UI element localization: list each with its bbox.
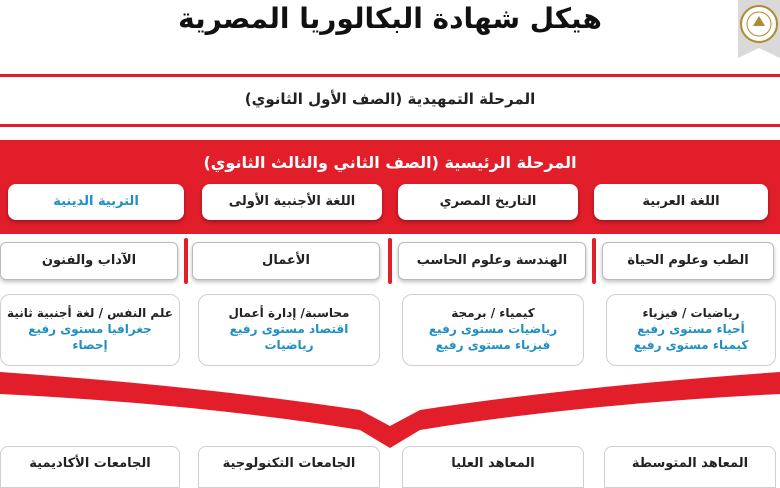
ministry-seal-icon	[730, 0, 780, 58]
core-subject-history: التاريخ المصري	[398, 184, 578, 220]
track-subjects-line: رياضيات مستوى رفيع	[428, 322, 558, 336]
funnel-arrow	[0, 364, 780, 448]
core-subject-foreign-language: اللغة الأجنبية الأولى	[202, 184, 382, 220]
page-title: هيكل شهادة البكالوريا المصرية	[178, 2, 602, 35]
destination-box: المعاهد العليا	[402, 446, 584, 488]
track-subjects-line: كيمياء مستوى رفيع	[633, 338, 749, 352]
track-subjects-box	[606, 294, 776, 366]
track-subjects-line: محاسبة/ إدارة أعمال	[228, 306, 350, 320]
track-separator	[184, 238, 188, 284]
track-subjects-box	[402, 294, 584, 366]
track-business: الأعمال	[192, 242, 380, 280]
core-subject-religion: التربية الدينية	[8, 184, 184, 220]
track-medicine: الطب وعلوم الحياة	[602, 242, 774, 280]
destination-box: الجامعات التكنولوجية	[198, 446, 380, 488]
main-stage-title: المرحلة الرئيسية (الصف الثاني والثالث الثانوي)	[203, 153, 577, 172]
track-subjects-line: إحصاء	[72, 338, 108, 352]
track-arts: الآداب والفنون	[0, 242, 178, 280]
track-subjects-line: علم النفس / لغة أجنبية ثانية	[7, 306, 173, 320]
destination-box: المعاهد المتوسطة	[604, 446, 776, 488]
track-separator	[592, 238, 596, 284]
track-subjects-line: فيزياء مستوى رفيع	[435, 338, 551, 352]
track-separator	[388, 238, 392, 284]
track-subjects-line: رياضيات / فيزياء	[642, 306, 740, 320]
core-subject-arabic: اللغة العربية	[594, 184, 768, 220]
track-subjects-box	[0, 294, 180, 366]
divider-line	[0, 124, 780, 127]
track-subjects-line: رياضيات	[264, 338, 314, 352]
prep-stage-label: المرحلة التمهيدية (الصف الأول الثانوي)	[244, 90, 536, 108]
track-subjects-line: جغرافيا مستوى رفيع	[28, 322, 152, 336]
track-subjects-line: اقتصاد مستوى رفيع	[229, 322, 349, 336]
destination-box: الجامعات الأكاديمية	[0, 446, 180, 488]
track-subjects-line: أحياء مستوى رفيع	[637, 322, 745, 336]
track-subjects-line: كيمياء / برمجة	[451, 306, 535, 320]
track-engineering: الهندسة وعلوم الحاسب	[398, 242, 586, 280]
track-subjects-box	[198, 294, 380, 366]
